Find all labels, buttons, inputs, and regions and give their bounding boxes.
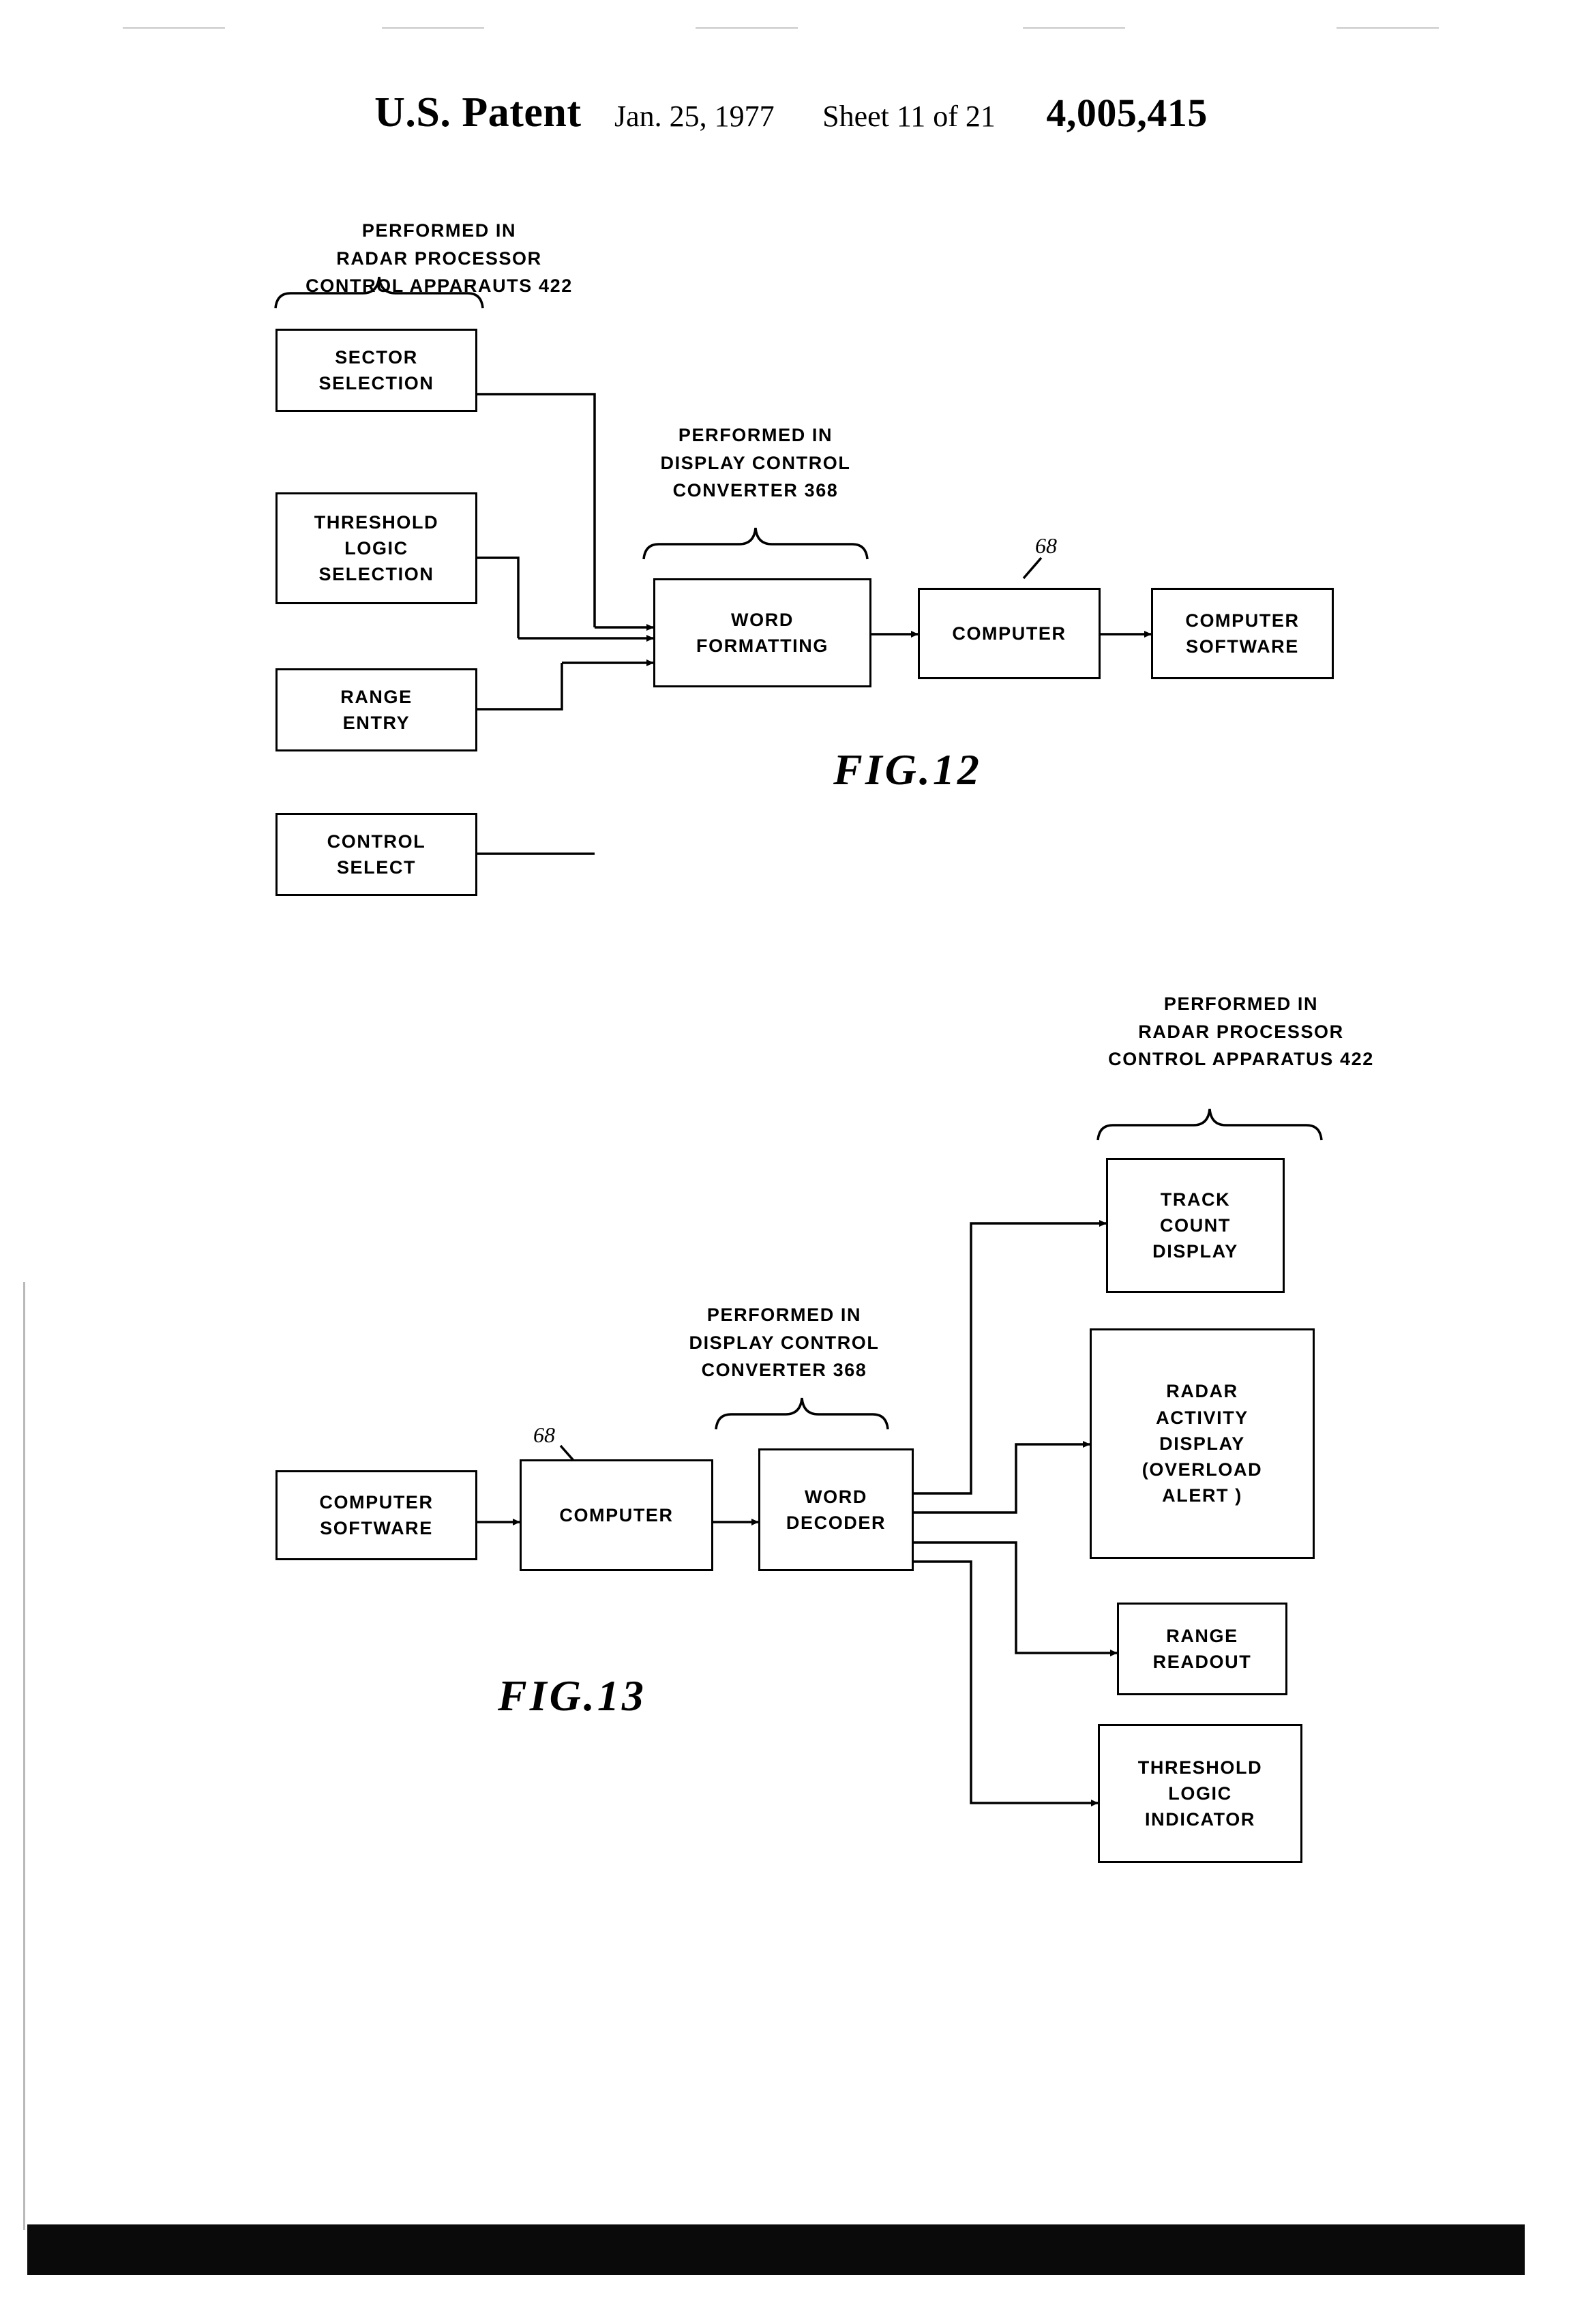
patent-number: 4,005,415 <box>1046 91 1208 135</box>
scan-bottom-bar <box>27 2224 1525 2275</box>
page-edge-line <box>23 1282 25 2230</box>
patent-office-title: U.S. Patent <box>374 89 582 136</box>
fig13-box-track-count-display[interactable]: TRACK COUNT DISPLAY <box>1106 1158 1285 1293</box>
fig12-box-range-entry[interactable]: RANGE ENTRY <box>275 668 477 751</box>
fig13-box-computer[interactable]: COMPUTER <box>520 1459 713 1571</box>
fig13-ref-68: 68 <box>533 1422 555 1447</box>
fig12-box-control-select[interactable]: CONTROL SELECT <box>275 813 477 896</box>
fig13-caption-display-control: PERFORMED IN DISPLAY CONTROL CONVERTER 368 <box>689 1305 880 1380</box>
fig12-box-word-formatting[interactable]: WORD FORMATTING <box>653 578 871 687</box>
fig13-box-word-decoder[interactable]: WORD DECODER <box>758 1448 914 1571</box>
fig13-label: FIG.13 <box>498 1671 646 1720</box>
fig12-caption-radar-processor: PERFORMED IN RADAR PROCESSOR CONTROL APPARAUTS 422 <box>305 220 573 296</box>
crop-tick-top-left <box>123 27 225 29</box>
crop-tick-top-center <box>696 27 798 29</box>
patent-header <box>0 89 1582 137</box>
fig12-box-computer[interactable]: COMPUTER <box>918 588 1101 679</box>
crop-tick-top-far-right <box>1337 27 1439 29</box>
fig13-box-range-readout[interactable]: RANGE READOUT <box>1117 1603 1287 1695</box>
fig12-caption-display-control: PERFORMED IN DISPLAY CONTROL CONVERTER 368 <box>660 425 851 501</box>
crop-tick-top-right <box>1023 27 1125 29</box>
patent-date: Jan. 25, 1977 <box>614 100 775 133</box>
fig13-box-threshold-logic-indicator[interactable]: THRESHOLD LOGIC INDICATOR <box>1098 1724 1302 1863</box>
fig12-ref-68: 68 <box>1035 533 1057 558</box>
fig13-box-radar-activity-display[interactable]: RADAR ACTIVITY DISPLAY (OVERLOAD ALERT ) <box>1090 1328 1315 1559</box>
sheet-number: Sheet 11 of 21 <box>822 100 996 133</box>
fig13-caption-radar-processor: PERFORMED IN RADAR PROCESSOR CONTROL APPARATUS 422 <box>1108 994 1374 1069</box>
fig12-box-threshold-logic-selection[interactable]: THRESHOLD LOGIC SELECTION <box>275 492 477 604</box>
crop-tick-top-mid <box>382 27 484 29</box>
fig12-box-computer-software[interactable]: COMPUTER SOFTWARE <box>1151 588 1334 679</box>
fig13-box-computer-software[interactable]: COMPUTER SOFTWARE <box>275 1470 477 1560</box>
fig12-box-sector-selection[interactable]: SECTOR SELECTION <box>275 329 477 412</box>
fig12-label: FIG.12 <box>833 745 982 794</box>
